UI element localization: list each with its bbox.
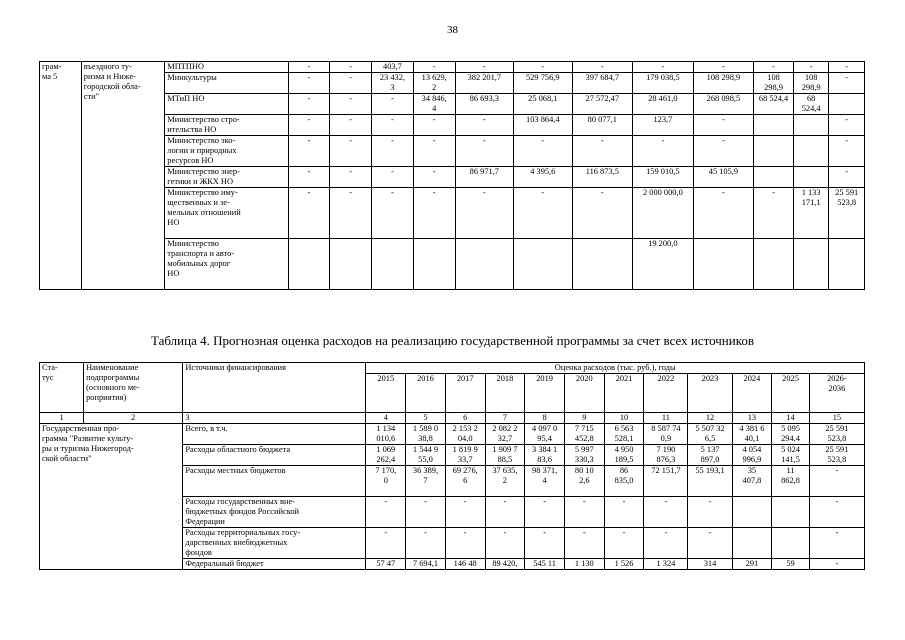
value-cell: - (372, 188, 414, 239)
value-cell (793, 239, 829, 290)
value-cell: - (330, 167, 372, 188)
header-expense-estimate: Оценка расходов (тыс. руб.), годы (366, 363, 865, 374)
value-cell: 86 693,3 (455, 94, 513, 115)
value-cell: 314 (688, 559, 732, 570)
value-cell: - (525, 528, 565, 559)
value-cell: 25 591 523,8 (809, 445, 864, 466)
value-cell: - (754, 188, 794, 239)
value-cell: - (809, 466, 864, 497)
value-cell: 80 10 2,6 (564, 466, 604, 497)
value-cell: - (829, 62, 865, 73)
value-cell (455, 239, 513, 290)
value-cell: 382 201,7 (455, 73, 513, 94)
value-cell (772, 497, 809, 528)
value-cell: - (514, 62, 572, 73)
value-cell: 2 000 000,0 (633, 188, 694, 239)
value-cell: - (829, 136, 865, 167)
value-cell (754, 239, 794, 290)
value-cell: - (604, 528, 644, 559)
funding-source-cell: МТиП НО (165, 94, 288, 115)
value-cell: 1 069 262,4 (366, 445, 406, 466)
header-year: 2025 (772, 374, 809, 413)
program-name-cell: Государственная про- грамма "Развитие культу- ры и туризма Нижегород- ской области" (40, 424, 183, 570)
column-number: 4 (366, 413, 406, 424)
value-cell: - (413, 62, 455, 73)
value-cell: 72 151,7 (644, 466, 688, 497)
value-cell: 545 11 (525, 559, 565, 570)
value-cell: 1 133 171,1 (793, 188, 829, 239)
value-cell: - (572, 62, 633, 73)
value-cell: 5 997 330,3 (564, 445, 604, 466)
value-cell: - (829, 73, 865, 94)
column-number: 3 (183, 413, 366, 424)
header-year: 2017 (445, 374, 485, 413)
value-cell: 68 524,4 (754, 94, 794, 115)
value-cell: - (413, 136, 455, 167)
column-number: 7 (485, 413, 525, 424)
value-cell: 1 819 9 33,7 (445, 445, 485, 466)
funding-source-cell: Министерство стро- ительства НО (165, 115, 288, 136)
value-cell: 1 134 010,6 (366, 424, 406, 445)
funding-source-cell: Федеральный бюджет (183, 559, 366, 570)
subprogram-name-cell: въездного ту- ризма и Ниже- городской обла- сти" (81, 62, 165, 290)
value-cell (772, 528, 809, 559)
value-cell: - (406, 528, 446, 559)
value-cell: 3 384 1 83,6 (525, 445, 565, 466)
value-cell: - (366, 497, 406, 528)
value-cell: 80 077,1 (572, 115, 633, 136)
value-cell (372, 239, 414, 290)
value-cell: 159 010,5 (633, 167, 694, 188)
value-cell: - (445, 528, 485, 559)
funding-source-cell: Всего, в т.ч. (183, 424, 366, 445)
value-cell: - (455, 188, 513, 239)
header-year: 2021 (604, 374, 644, 413)
value-cell: - (372, 167, 414, 188)
header-year: 2026- 2036 (809, 374, 864, 413)
value-cell: - (485, 528, 525, 559)
value-cell: - (455, 136, 513, 167)
value-cell: - (809, 528, 864, 559)
value-cell: - (572, 188, 633, 239)
header-year: 2020 (564, 374, 604, 413)
value-cell: 25 068,1 (514, 94, 572, 115)
value-cell: 116 873,5 (572, 167, 633, 188)
value-cell: - (330, 188, 372, 239)
column-number: 5 (406, 413, 446, 424)
value-cell: - (455, 115, 513, 136)
header-year: 2016 (406, 374, 446, 413)
value-cell: 1 324 (644, 559, 688, 570)
value-cell: - (514, 188, 572, 239)
value-cell: 2 082 2 32,7 (485, 424, 525, 445)
value-cell (793, 167, 829, 188)
value-cell (732, 497, 772, 528)
value-cell: - (688, 528, 732, 559)
table-row (40, 62, 865, 73)
value-cell: 1 909 7 88,5 (485, 445, 525, 466)
value-cell: - (809, 559, 864, 570)
funding-source-cell: Расходы местных бюджетов (183, 466, 366, 497)
value-cell: - (288, 94, 330, 115)
value-cell (829, 94, 865, 115)
value-cell: - (288, 115, 330, 136)
value-cell: 4 395,6 (514, 167, 572, 188)
column-number: 12 (688, 413, 732, 424)
value-cell: - (525, 497, 565, 528)
value-cell (793, 136, 829, 167)
funding-source-cell: Министерство транспорта и авто- мобильных дорог НО (165, 239, 288, 290)
value-cell: 69 276, 6 (445, 466, 485, 497)
column-number: 11 (644, 413, 688, 424)
value-cell: 1 526 (604, 559, 644, 570)
value-cell: - (644, 497, 688, 528)
column-number: 6 (445, 413, 485, 424)
value-cell: - (455, 62, 513, 73)
value-cell: 108 298,9 (754, 73, 794, 94)
header-year: 2023 (688, 374, 732, 413)
value-cell: 108 298,9 (693, 73, 754, 94)
funding-source-cell: Министерство эко- логии и природных ресурсов НО (165, 136, 288, 167)
value-cell: - (330, 73, 372, 94)
value-cell: 7 715 452,8 (564, 424, 604, 445)
value-cell: 35 407,8 (732, 466, 772, 497)
value-cell: 291 (732, 559, 772, 570)
value-cell: 1 589 0 38,8 (406, 424, 446, 445)
value-cell: - (809, 497, 864, 528)
value-cell: 19 200,0 (633, 239, 694, 290)
value-cell: 13 629, 2 (413, 73, 455, 94)
value-cell: - (688, 497, 732, 528)
value-cell: - (413, 188, 455, 239)
value-cell: 37 635, 2 (485, 466, 525, 497)
header-year: 2015 (366, 374, 406, 413)
value-cell: 5 024 141,5 (772, 445, 809, 466)
value-cell (754, 115, 794, 136)
value-cell: - (693, 62, 754, 73)
value-cell: - (330, 62, 372, 73)
funding-source-cell: Расходы областного бюджета (183, 445, 366, 466)
value-cell: 25 591 523,8 (809, 424, 864, 445)
value-cell (829, 239, 865, 290)
value-cell: - (829, 115, 865, 136)
value-cell: - (564, 497, 604, 528)
value-cell: 403,7 (372, 62, 414, 73)
value-cell: 2 153 2 04,0 (445, 424, 485, 445)
value-cell: 57 47 (366, 559, 406, 570)
table4-caption: Таблица 4. Прогнозная оценка расходов на реализацию государственной программы за счет всех источников (151, 333, 754, 348)
value-cell: 5 137 897,0 (688, 445, 732, 466)
value-cell: 5 095 294,4 (772, 424, 809, 445)
value-cell (754, 136, 794, 167)
funding-source-cell: Минкультуры (165, 73, 288, 94)
column-numbers-row (40, 413, 865, 424)
value-cell (572, 239, 633, 290)
value-cell: - (485, 497, 525, 528)
value-cell: 7 694,1 (406, 559, 446, 570)
value-cell: 4 097 0 95,4 (525, 424, 565, 445)
value-cell (793, 115, 829, 136)
column-number: 8 (525, 413, 565, 424)
value-cell: 108 298,9 (793, 73, 829, 94)
funding-source-cell: Расходы территориальных госу- дарственных внебюджетных фондов (183, 528, 366, 559)
value-cell: 98 371, 4 (525, 466, 565, 497)
value-cell: - (413, 115, 455, 136)
value-cell: - (288, 62, 330, 73)
value-cell: 7 170, 0 (366, 466, 406, 497)
value-cell: - (693, 136, 754, 167)
value-cell (288, 239, 330, 290)
value-cell: 23 432, 3 (372, 73, 414, 94)
table-row (40, 424, 865, 445)
program-label-cell: грам- ма 5 (40, 62, 82, 290)
value-cell: - (330, 136, 372, 167)
value-cell: - (693, 115, 754, 136)
value-cell (514, 239, 572, 290)
value-cell: - (829, 167, 865, 188)
header-year: 2019 (525, 374, 565, 413)
column-number: 15 (809, 413, 864, 424)
value-cell: 34 846, 4 (413, 94, 455, 115)
header-funding-sources: Источники финансирования (183, 363, 366, 413)
value-cell: - (693, 188, 754, 239)
value-cell: - (413, 167, 455, 188)
value-cell: - (406, 497, 446, 528)
value-cell: 4 054 996,9 (732, 445, 772, 466)
value-cell: 59 (772, 559, 809, 570)
value-cell: 4 950 189,5 (604, 445, 644, 466)
value-cell: 397 684,7 (572, 73, 633, 94)
value-cell: - (514, 136, 572, 167)
value-cell: 529 756,9 (514, 73, 572, 94)
header-status: Ста- тус (40, 363, 84, 413)
value-cell: - (330, 94, 372, 115)
value-cell: - (754, 62, 794, 73)
column-number: 1 (40, 413, 84, 424)
value-cell (330, 239, 372, 290)
table4-forecast-expenses (39, 362, 865, 570)
value-cell: 68 524,4 (793, 94, 829, 115)
value-cell: 36 389, 7 (406, 466, 446, 497)
value-cell: 27 572,47 (572, 94, 633, 115)
value-cell: 268 098,5 (693, 94, 754, 115)
value-cell: 6 563 528,1 (604, 424, 644, 445)
value-cell: 45 105,9 (693, 167, 754, 188)
header-year: 2018 (485, 374, 525, 413)
value-cell: - (445, 497, 485, 528)
funding-source-cell: Расходы государственных вне- бюджетных фондов Российской Федерации (183, 497, 366, 528)
value-cell: 11 862,8 (772, 466, 809, 497)
value-cell: 146 48 (445, 559, 485, 570)
funding-source-cell: Министерство энер- гетики и ЖКХ НО (165, 167, 288, 188)
value-cell: - (604, 497, 644, 528)
value-cell: 1 130 (564, 559, 604, 570)
value-cell: 86 971,7 (455, 167, 513, 188)
value-cell: - (572, 136, 633, 167)
page-number: 38 (447, 24, 458, 36)
column-number: 9 (564, 413, 604, 424)
value-cell: 4 381 6 40,1 (732, 424, 772, 445)
value-cell: 5 507 32 6,5 (688, 424, 732, 445)
value-cell: 103 864,4 (514, 115, 572, 136)
funding-source-cell: МПТПНО (165, 62, 288, 73)
value-cell: - (633, 62, 694, 73)
value-cell: - (564, 528, 604, 559)
value-cell: - (793, 62, 829, 73)
value-cell: - (372, 94, 414, 115)
value-cell: 179 038,5 (633, 73, 694, 94)
value-cell: - (372, 136, 414, 167)
header-year: 2024 (732, 374, 772, 413)
value-cell: 123,7 (633, 115, 694, 136)
value-cell: - (288, 188, 330, 239)
value-cell: - (330, 115, 372, 136)
column-number: 14 (772, 413, 809, 424)
value-cell: - (366, 528, 406, 559)
value-cell (693, 239, 754, 290)
value-cell: - (288, 73, 330, 94)
value-cell: - (288, 136, 330, 167)
column-number: 13 (732, 413, 772, 424)
value-cell (732, 528, 772, 559)
value-cell: 89 420, (485, 559, 525, 570)
value-cell: 28 461,0 (633, 94, 694, 115)
value-cell: - (372, 115, 414, 136)
value-cell: 7 190 876,3 (644, 445, 688, 466)
value-cell (413, 239, 455, 290)
header-subprogram-name: Наименование подпрограммы (основного ме- роприятия) (84, 363, 183, 413)
value-cell: - (288, 167, 330, 188)
value-cell: - (644, 528, 688, 559)
value-cell (754, 167, 794, 188)
column-number: 10 (604, 413, 644, 424)
column-number: 2 (84, 413, 183, 424)
value-cell: 8 587 74 0,9 (644, 424, 688, 445)
value-cell: 55 193,1 (688, 466, 732, 497)
value-cell: 86 835,0 (604, 466, 644, 497)
table-header-row (40, 363, 865, 374)
value-cell: - (633, 136, 694, 167)
header-year: 2022 (644, 374, 688, 413)
value-cell: 1 544 9 55,0 (406, 445, 446, 466)
value-cell: 25 591 523,8 (829, 188, 865, 239)
expenses-table-continued (39, 61, 865, 290)
funding-source-cell: Министерство иму- щественных и зе- мельных отношений НО (165, 188, 288, 239)
